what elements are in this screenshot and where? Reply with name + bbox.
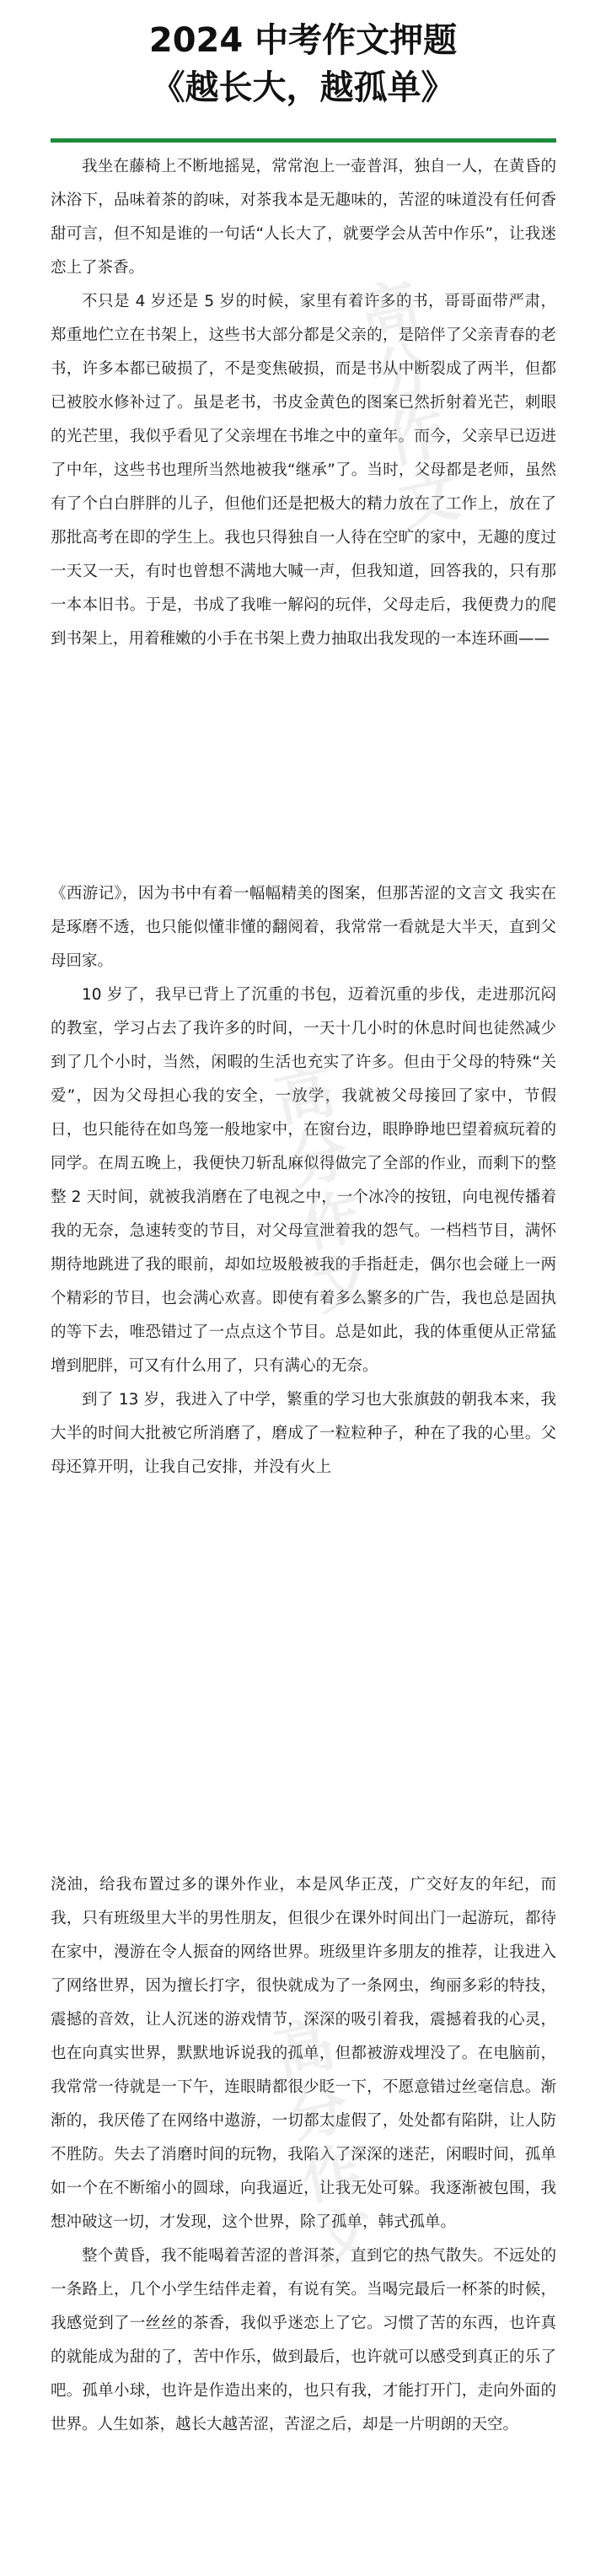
page-title-line2: 《越长大，越孤单》	[151, 68, 455, 107]
essay-paragraph: 《西游记》，因为书中有着一幅幅精美的图案，但那苦涩的文言文 我实在是琢磨不透，也只能似懂非懂的翻阅着，我常常一看就是大半天，直到父母回家。	[51, 885, 556, 970]
title-underline-divider	[51, 138, 556, 143]
essay-paragraph: 浇油，给我布置过多的课外作业，本是风华正茂，广交好友的年纪，而我，只有班级里大半的男性朋友，但很少在课外时间出门一起游玩，都待在家中，漫游在令人振奋的网络世界。班级里许多朋友的推荐，让我进入了网络世界，因为擅长打字，很快就成为了一条网虫，绚丽多彩的特技，震撼的音效，让人沉迷的游戏情节，深深的吸引着我，震撼着我的心灵，也在向真实世界，默默地诉说我的孤单，但都被游戏埋没了。在电脑前，我常常一待就是一下午，连眼睛都很少眨一下，不愿意错过丝毫信息。渐渐的，我厌倦了在网络中遨游，一切都太虚假了，处处都有陷阱，让人防不胜防。失去了消磨时间的玩物，我陷入了深深的迷茫，闲暇时间，孤单如一个在不断缩小的圆球，向我逼近，让我无处可躲。我逐渐被包围，我想冲破这一切，才发现，这个世界，除了孤单，韩式孤单。	[51, 1876, 556, 2231]
essay-paragraph: 我坐在藤椅上不断地摇晃，常常泡上一壶普洱，独自一人，在黄昏的沐浴下，品味着茶的韵味，对茶我本是无趣味的，苦涩的味道没有任何香甜可言，但不知是谁的一句话“人长大了，就要学会从苦中作乐”，让我迷恋上了茶香。	[51, 158, 556, 277]
watermark: 高分作文	[344, 273, 465, 540]
essay-paragraph: 整个黄昏，我不能喝着苦涩的普洱茶，直到它的热气散失。不远处的一条路上，几个小学生结伴走着，有说有笑。当喝完最后一杯茶的时候，我感觉到了一丝丝的茶香，我似乎迷恋上了它。习惯了苦的东西，也许真的就能成为甜的了，苦中作乐，做到最后，也许就可以感受到真正的乐了吧。孤单小球，也许是作造出来的，也只有我，才能打开门，走向外面的世界。人生如茶，越长大越苦涩，苦涩之后，却是一片明朗的天空。	[51, 2247, 556, 2433]
essay-paragraph: 到了 13 岁，我进入了中学，繁重的学习也大张旗鼓的朝我本来，我大半的时间大批被它所消磨了，磨成了一粒粒种子，种在了我的心里。父母还算开明，让我自己安排，并没有火上	[51, 1391, 556, 1476]
page-title-line1: 2024 中考作文押题	[148, 21, 458, 60]
essay-section-3	[51, 1868, 556, 2442]
watermark: 高分作文	[260, 2011, 381, 2277]
essay-paragraph: 10 岁了，我早已背上了沉重的书包，迈着沉重的步伐，走进那沉闷的教室，学习占去了我许多的时间，一天十几小时的休息时间也徒然减少到了几个小时，当然，闲暇的生活也充实了许多。但由于父母的特殊“关爱”，因为父母担心我的安全，一放学，我就被父母接回了家中，节假日，也只能待在如鸟笼一般地家中，在窗台边，眼睁睁地巴望着疯玩着的同学。在周五晚上，我便快刀斩乱麻似得做完了全部的作业，而剩下的整整 2 天时间，就被我消磨在了电视之中，一个冰冷的按钮，向电视传播着我的无奈，急速转变的节目，对父母宣泄着我的怨气。一档档节目，满怀期待地跳进了我的眼前，却如垃圾般被我的手指赶走，偶尔也会碰上一两个精彩的节目，也会满心欢喜。即使有着多么繁多的广告，我也总是固执的等下去，唯恐错过了一点点这个节目。总是如此，我的体重便从正常猛增到肥胖，可又有什么用了，只有满心的无奈。	[51, 986, 556, 1375]
watermark: 高分作文	[260, 1058, 381, 1324]
essay-paragraph: 不只是 4 岁还是 5 岁的时候，家里有着许多的书，哥哥面带严肃，郑重地伫立在书架上，这些书大部分都是父亲的，是陪伴了父亲青春的老书，许多本都已破损了，不是变焦破损，而是书从中断裂成了两半，但都已被胶水修补过了。虽是老书，书皮金黄色的图案已然折射着光芒，刺眼的光芒里，我似乎看见了父亲埋在书堆之中的童年。而今，父亲早已迈进了中年，这些书也理所当然地被我“继承”了。当时，父母都是老师，虽然有了个白白胖胖的儿子，但他们还是把极大的精力放在了工作上，放在了那批高考在即的学生上。我也只得独自一人待在空旷的家中，无趣的度过一天又一天，有时也曾想不满地大喊一声，但我知道，回答我的，只有那一本本旧书。于是，书成了我唯一解闷的玩伴，父母走后，我便费力的爬到书架上，用着稚嫩的小手在书架上费力抽取出我发现的一本连环画——	[51, 293, 556, 648]
essay-section-2	[51, 877, 556, 1485]
essay-section-1	[51, 150, 556, 656]
